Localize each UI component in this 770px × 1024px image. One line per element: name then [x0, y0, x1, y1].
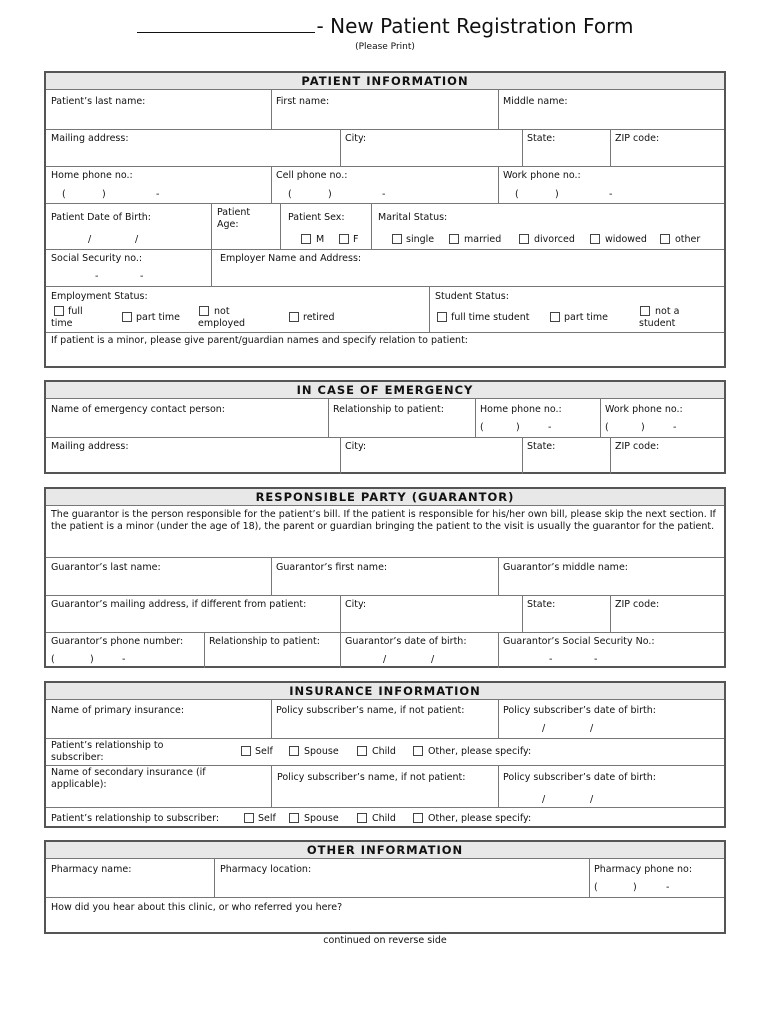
- work-phone-open: (: [515, 189, 519, 200]
- emergency-work-phone-label: Work phone no.:: [605, 404, 683, 415]
- emergency-home-phone-close: ): [516, 422, 520, 433]
- minor-guardian-label: If patient is a minor, please give parent/guardian names and specify relation to patient:: [51, 335, 468, 346]
- dob-slash-1: /: [88, 234, 92, 245]
- stu-part-time-label: part time: [564, 312, 608, 323]
- work-phone-label: Work phone no.:: [503, 170, 581, 181]
- pharmacy-phone-close: ): [633, 882, 637, 893]
- guarantor-section: [44, 487, 726, 668]
- work-phone-dash: -: [609, 189, 613, 200]
- pharmacy-phone-dash: -: [666, 882, 670, 893]
- cell-phone-close: ): [328, 189, 332, 200]
- rel-child-label: Child: [372, 746, 396, 757]
- city-label: City:: [345, 133, 367, 144]
- guarantor-mailing-address-label: Guarantor’s mailing address, if different from patient:: [51, 599, 307, 610]
- cell-phone-label: Cell phone no.:: [276, 170, 348, 181]
- guarantor-ssn-label: Guarantor’s Social Security No.:: [503, 636, 655, 647]
- ssn-dash-2: -: [140, 271, 144, 282]
- section-header: OTHER INFORMATION: [46, 842, 724, 859]
- guarantor-relationship-label: Relationship to patient:: [209, 636, 320, 647]
- rel-other-checkbox[interactable]: [413, 746, 423, 756]
- emp-part-time-label: part time: [136, 312, 180, 323]
- marital-widowed-checkbox[interactable]: [590, 234, 600, 244]
- emp-not-employed-label: not employed: [198, 306, 246, 329]
- guarantor-state-label: State:: [527, 599, 556, 610]
- stu-not-student-label: not a student: [639, 306, 680, 329]
- subscriber-dob-slash-1: /: [542, 723, 546, 734]
- emergency-section: [44, 380, 726, 474]
- subscriber-dob-label: Policy subscriber’s date of birth:: [503, 705, 656, 716]
- rel2-other-label: Other, please specify:: [428, 813, 532, 824]
- marital-other-label: other: [675, 234, 701, 245]
- primary-insurance-label: Name of primary insurance:: [51, 705, 185, 716]
- section-header: IN CASE OF EMERGENCY: [46, 382, 724, 399]
- rel2-spouse-checkbox[interactable]: [289, 813, 299, 823]
- dob-label: Patient Date of Birth:: [51, 212, 152, 223]
- middle-name-label: Middle name:: [503, 96, 568, 107]
- patient-information-section: [44, 71, 726, 368]
- emergency-city-label: City:: [345, 441, 367, 452]
- emergency-work-phone-close: ): [641, 422, 645, 433]
- subscriber-dob-2-label: Policy subscriber’s date of birth:: [503, 772, 656, 783]
- emergency-relationship-label: Relationship to patient:: [333, 404, 444, 415]
- emp-part-time-checkbox[interactable]: [122, 312, 132, 322]
- sex-m-label: M: [316, 234, 325, 245]
- guarantor-city-label: City:: [345, 599, 367, 610]
- form-title-text: - New Patient Registration Form: [316, 14, 634, 38]
- guarantor-phone-label: Guarantor’s phone number:: [51, 636, 184, 647]
- ssn-label: Social Security no.:: [51, 253, 143, 264]
- guarantor-last-name-label: Guarantor’s last name:: [51, 562, 161, 573]
- rel-self-label: Self: [255, 746, 273, 757]
- guarantor-middle-name-label: Guarantor’s middle name:: [503, 562, 628, 573]
- section-header: PATIENT INFORMATION: [46, 73, 724, 90]
- rel2-self-checkbox[interactable]: [244, 813, 254, 823]
- relationship-2-label: Patient’s relationship to subscriber:: [51, 813, 220, 824]
- emp-full-time-label: full time: [51, 306, 83, 329]
- guarantor-phone-close: ): [90, 654, 94, 665]
- guarantor-ssn-dash-1: -: [549, 654, 553, 665]
- stu-part-time-checkbox[interactable]: [550, 312, 560, 322]
- marital-status-label: Marital Status:: [378, 212, 448, 223]
- subscriber-dob-slash-2: /: [590, 723, 594, 734]
- emp-retired-label: retired: [303, 312, 335, 323]
- cell-phone-open: (: [288, 189, 292, 200]
- rel-spouse-label: Spouse: [304, 746, 339, 757]
- sex-m-checkbox[interactable]: [301, 234, 311, 244]
- emergency-home-phone-dash: -: [548, 422, 552, 433]
- rel2-other-checkbox[interactable]: [413, 813, 423, 823]
- patient-last-name-label: Patient’s last name:: [51, 96, 146, 107]
- emergency-state-label: State:: [527, 441, 556, 452]
- section-header: INSURANCE INFORMATION: [46, 683, 724, 700]
- dob-slash-2: /: [135, 234, 139, 245]
- home-phone-dash: -: [156, 189, 160, 200]
- pharmacy-phone-open: (: [594, 882, 598, 893]
- marital-single-label: single: [406, 234, 435, 245]
- relationship-label: Patient’s relationship to subscriber:: [51, 740, 164, 763]
- rel-self-checkbox[interactable]: [241, 746, 251, 756]
- form-subtitle: (Please Print): [355, 42, 415, 52]
- rel-other-label: Other, please specify:: [428, 746, 532, 757]
- age-label: Patient Age:: [217, 207, 251, 230]
- student-status-label: Student Status:: [435, 291, 509, 302]
- sex-label: Patient Sex:: [288, 212, 345, 223]
- rel-spouse-checkbox[interactable]: [289, 746, 299, 756]
- continued-footer: continued on reverse side: [323, 935, 447, 946]
- rel2-spouse-label: Spouse: [304, 813, 339, 824]
- subscriber-dob-2-slash-1: /: [542, 794, 546, 805]
- sex-f-label: F: [353, 234, 359, 245]
- first-name-label: First name:: [276, 96, 330, 107]
- guarantor-dob-label: Guarantor’s date of birth:: [345, 636, 467, 647]
- guarantor-first-name-label: Guarantor’s first name:: [276, 562, 388, 573]
- referral-label: How did you hear about this clinic, or who referred you here?: [51, 902, 343, 913]
- stu-full-time-label: full time student: [451, 312, 530, 323]
- emp-retired-checkbox[interactable]: [289, 312, 299, 322]
- emergency-work-phone-dash: -: [673, 422, 677, 433]
- pharmacy-phone-label: Pharmacy phone no:: [594, 864, 693, 875]
- guarantor-dob-slash-2: /: [431, 654, 435, 665]
- marital-single-checkbox[interactable]: [392, 234, 402, 244]
- employment-status-label: Employment Status:: [51, 291, 148, 302]
- marital-divorced-label: divorced: [534, 234, 575, 245]
- guarantor-phone-open: (: [51, 654, 55, 665]
- subscriber-dob-2-slash-2: /: [590, 794, 594, 805]
- stu-full-time-checkbox[interactable]: [437, 312, 447, 322]
- insurance-section: [44, 681, 726, 828]
- marital-other-checkbox[interactable]: [660, 234, 670, 244]
- subscriber-name-2-label: Policy subscriber’s name, if not patient:: [277, 772, 466, 783]
- emergency-zip-label: ZIP code:: [615, 441, 660, 452]
- emergency-mailing-address-label: Mailing address:: [51, 441, 129, 452]
- emergency-contact-label: Name of emergency contact person:: [51, 404, 226, 415]
- pharmacy-location-label: Pharmacy location:: [220, 864, 312, 875]
- work-phone-close: ): [555, 189, 559, 200]
- zip-code-label: ZIP code:: [615, 133, 660, 144]
- rel2-self-label: Self: [258, 813, 276, 824]
- home-phone-close: ): [102, 189, 106, 200]
- pharmacy-name-label: Pharmacy name:: [51, 864, 132, 875]
- home-phone-open: (: [62, 189, 66, 200]
- marital-divorced-checkbox[interactable]: [519, 234, 529, 244]
- state-label: State:: [527, 133, 556, 144]
- cell-phone-dash: -: [382, 189, 386, 200]
- emergency-home-phone-label: Home phone no.:: [480, 404, 562, 415]
- guarantor-zip-label: ZIP code:: [615, 599, 660, 610]
- guarantor-description: The guarantor is the person responsible for the patient’s bill. If the patient is responsible for his/her own bill, please skip the next section. If the patient is a minor (under the age of 18), the parent or guardian bringing the patient to the visit is usually the guarantor for the patient.: [51, 509, 716, 532]
- other-information-section: [44, 840, 726, 934]
- guarantor-phone-dash: -: [122, 654, 126, 665]
- marital-widowed-label: widowed: [605, 234, 647, 245]
- secondary-insurance-label: Name of secondary insurance (if applicable):: [51, 767, 206, 790]
- marital-married-label: married: [464, 234, 502, 245]
- rel2-child-checkbox[interactable]: [357, 813, 367, 823]
- subscriber-name-label: Policy subscriber’s name, if not patient:: [276, 705, 465, 716]
- ssn-dash-1: -: [95, 271, 99, 282]
- emergency-home-phone-open: (: [480, 422, 484, 433]
- guarantor-dob-slash-1: /: [383, 654, 387, 665]
- section-header: RESPONSIBLE PARTY (GUARANTOR): [46, 489, 724, 506]
- form-title: [0, 14, 770, 38]
- home-phone-label: Home phone no.:: [51, 170, 133, 181]
- mailing-address-label: Mailing address:: [51, 133, 129, 144]
- employer-label: Employer Name and Address:: [220, 253, 362, 264]
- sex-f-checkbox[interactable]: [339, 234, 349, 244]
- marital-married-checkbox[interactable]: [449, 234, 459, 244]
- rel2-child-label: Child: [372, 813, 396, 824]
- clinic-name-blank[interactable]: [137, 14, 315, 33]
- rel-child-checkbox[interactable]: [357, 746, 367, 756]
- emergency-work-phone-open: (: [605, 422, 609, 433]
- guarantor-ssn-dash-2: -: [594, 654, 598, 665]
